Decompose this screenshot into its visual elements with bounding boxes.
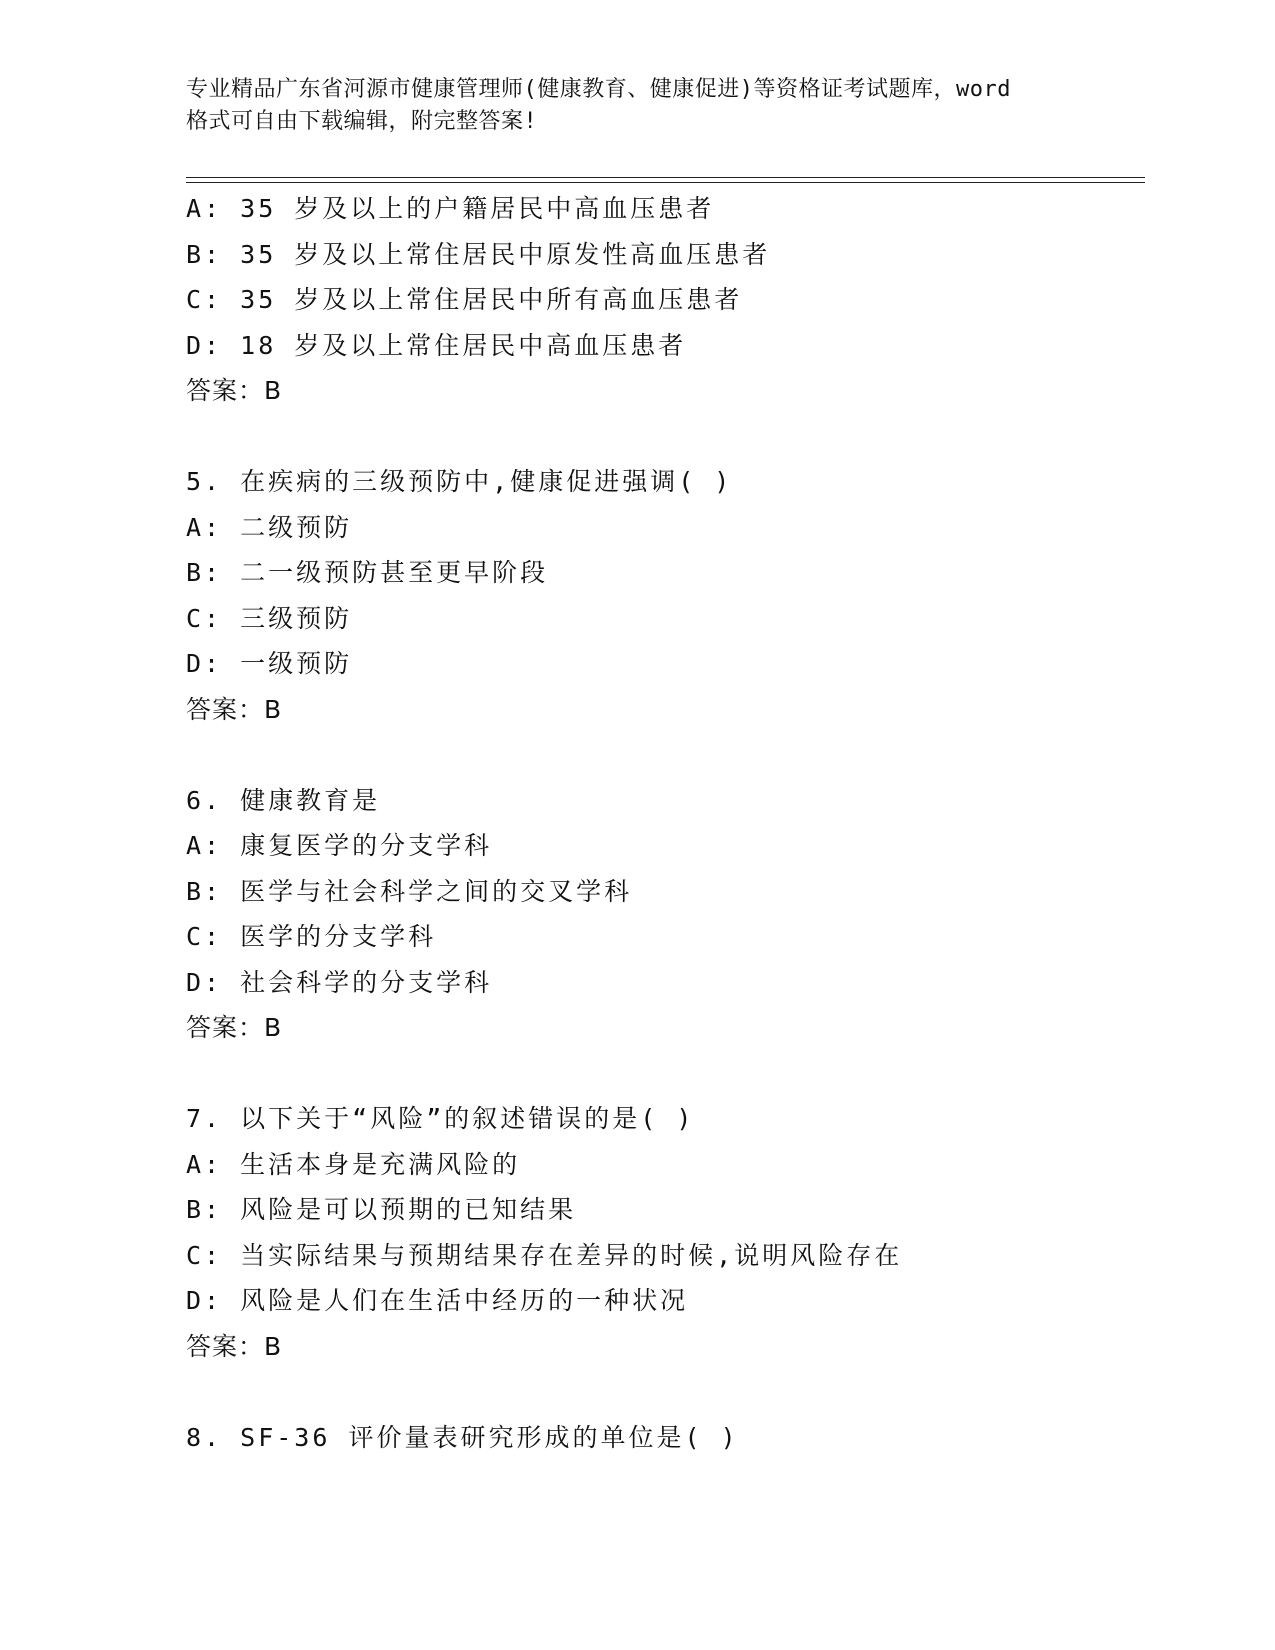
option-d: D: 一级预防 xyxy=(186,649,353,678)
spacer xyxy=(186,1051,1146,1097)
header-line-1: 专业精品广东省河源市健康管理师(健康教育、健康促进)等资格证考试题库，word xyxy=(186,77,1011,102)
header-rule-bottom xyxy=(186,182,1145,183)
question-stem: 7. 以下关于“风险”的叙述错误的是( ) xyxy=(186,1104,695,1133)
answer-line: 答案：B xyxy=(186,694,283,724)
option-d: D: 社会科学的分支学科 xyxy=(186,967,493,997)
option-d: D: 风险是人们在生活中经历的一种状况 xyxy=(186,1286,689,1315)
option-b: B: 35 岁及以上常住居民中原发性高血压患者 xyxy=(186,239,771,269)
option-c: C: 当实际结果与预期结果存在差异的时候,说明风险存在 xyxy=(186,1240,903,1270)
question-stem: 8. SF-36 评价量表研究形成的单位是( ) xyxy=(186,1422,739,1452)
option-b: B: 风险是可以预期的已知结果 xyxy=(186,1195,577,1224)
option-d: D: 18 岁及以上常住居民中高血压患者 xyxy=(186,330,687,360)
answer-line: 答案：B xyxy=(186,376,283,405)
question-7 xyxy=(186,1096,1146,1369)
question-stem: 6. 健康教育是 xyxy=(186,785,381,815)
question-5 xyxy=(186,459,1146,732)
question-6 xyxy=(186,778,1146,1051)
option-c: C: 医学的分支学科 xyxy=(186,922,437,951)
question-stem: 5. 在疾病的三级预防中,健康促进强调( ) xyxy=(186,467,733,496)
option-a: A: 35 岁及以上的户籍居民中高血压患者 xyxy=(186,194,715,223)
option-c: C: 三级预防 xyxy=(186,603,353,633)
question-4-continuation xyxy=(186,186,1146,414)
header-rule-top xyxy=(186,177,1145,178)
answer-line: 答案：B xyxy=(186,1013,283,1042)
header-line-2: 格式可自由下载编辑，附完整答案! xyxy=(186,109,538,134)
option-b: B: 二一级预防甚至更早阶段 xyxy=(186,558,549,587)
spacer xyxy=(186,414,1146,460)
option-a: A: 二级预防 xyxy=(186,512,353,542)
option-b: B: 医学与社会科学之间的交叉学科 xyxy=(186,876,633,906)
spacer xyxy=(186,732,1146,778)
spacer xyxy=(186,1369,1146,1415)
option-a: A: 生活本身是充满风险的 xyxy=(186,1149,521,1179)
option-c: C: 35 岁及以上常住居民中所有高血压患者 xyxy=(186,285,743,314)
document-header xyxy=(186,74,1086,138)
question-8 xyxy=(186,1415,1146,1461)
answer-line: 答案：B xyxy=(186,1331,283,1361)
question-list xyxy=(186,186,1146,1460)
option-a: A: 康复医学的分支学科 xyxy=(186,831,493,860)
